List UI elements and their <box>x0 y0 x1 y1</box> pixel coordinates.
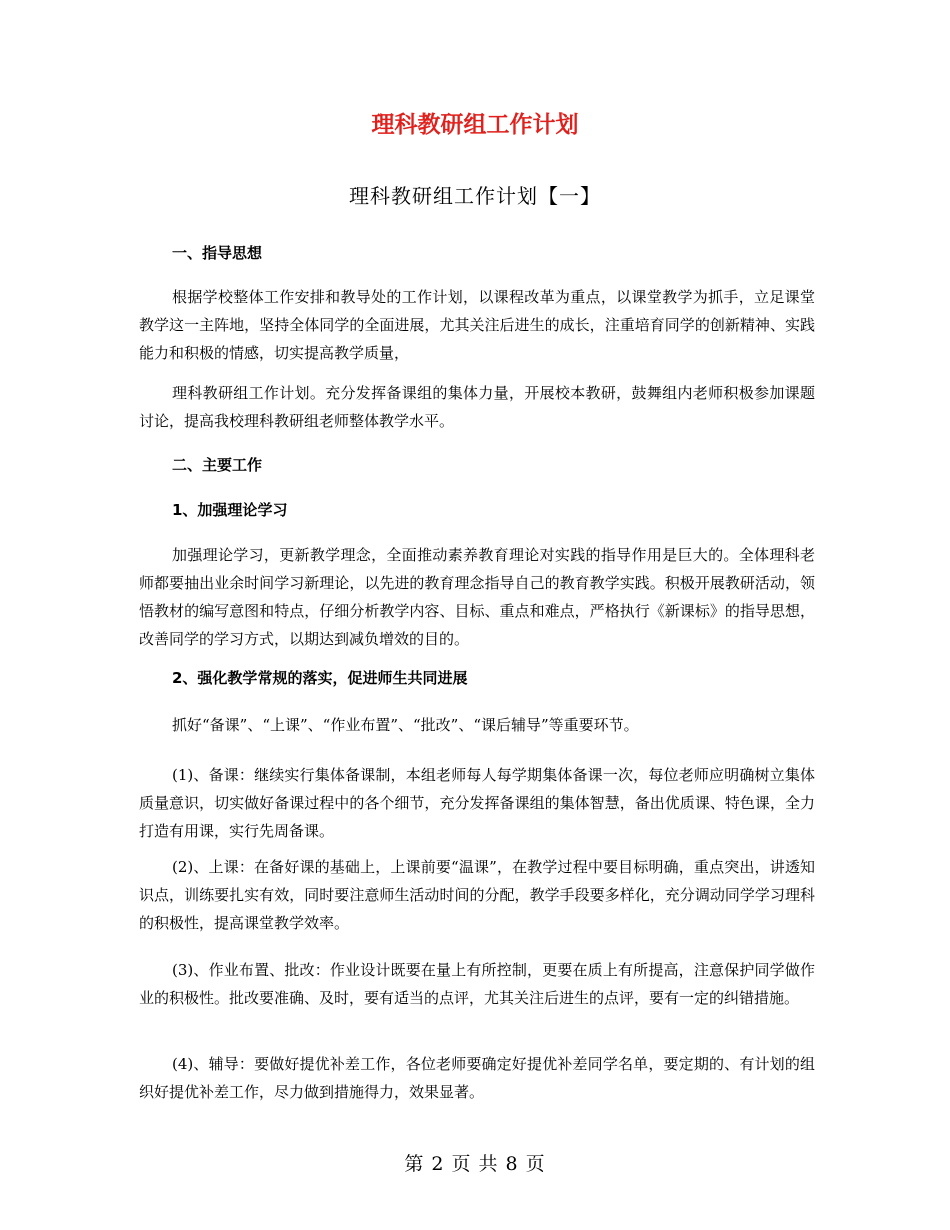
paragraph-teaching-research: 理科教研组工作计划。充分发挥备课组的集体力量，开展校本教研，鼓舞组内老师积极参加课题讨论，提高我校理科教研组老师整体教学水平。 <box>139 384 815 430</box>
subsection-heading-teaching-routine: 2、强化教学常规的落实，促进师生共同进展 <box>172 669 468 687</box>
document-title: 理科教研组工作计划 <box>371 112 579 138</box>
paragraph-homework: (3)、作业布置、批改：作业设计既要在量上有所控制，更要在质上有所提高，注意保护同学做作业的积极性。批改要准确、及时，要有适当的点评，尤其关注后进生的点评，要有一定的纠错措施。 <box>139 961 815 1007</box>
paragraph-theory-study: 加强理论学习，更新教学理念，全面推动素养教育理论对实践的指导作用是巨大的。全体理科老师都要抽出业余时间学习新理论，以先进的教育理念指导自己的教育教学实践。积极开展教研活动，领悟教材的编写意图和特点，仔细分析教学内容、目标、重点和难点，严格执行《新课标》的指导思想，改善同学的学习方式，以期达到减负增效的目的。 <box>139 546 815 648</box>
paragraph-key-links: 抓好“备课”、“上课”、“作业布置”、“批改”、“课后辅导”等重要环节。 <box>172 716 639 734</box>
paragraph-classroom-teaching: (2)、上课：在备好课的基础上，上课前要“温课”，在教学过程中要目标明确，重点突出，讲透知识点，训练要扎实有效，同时要注意师生活动时间的分配，教学手段要多样化，充分调动同学学习理科的积极性，提高课堂教学效率。 <box>139 858 815 932</box>
section-heading-main-work: 二、主要工作 <box>172 456 263 474</box>
paragraph-guiding-thought: 根据学校整体工作安排和教导处的工作计划，以课程改革为重点，以课堂教学为抓手，立足课堂教学这一主阵地，坚持全体同学的全面进展，尤其关注后进生的成长，注重培育同学的创新精神、实践能力和积极的情感，切实提高教学质量， <box>139 288 815 362</box>
section-heading-guiding-thought: 一、指导思想 <box>172 244 263 262</box>
subsection-heading-theory-study: 1、加强理论学习 <box>172 501 288 519</box>
paragraph-lesson-preparation: (1)、备课：继续实行集体备课制，本组老师每人每学期集体备课一次，每位老师应明确树立集体质量意识，切实做好备课过程中的各个细节，充分发挥备课组的集体智慧，备出优质课、特色课，全力打造有用课，实行先周备课。 <box>139 766 815 840</box>
page-number-footer: 第 2 页 共 8 页 <box>404 1153 546 1175</box>
document-subtitle: 理科教研组工作计划【一】 <box>349 184 601 208</box>
paragraph-tutoring: (4)、辅导：要做好提优补差工作，各位老师要确定好提优补差同学名单，要定期的、有计划的组织好提优补差工作，尽力做到措施得力，效果显著。 <box>139 1055 815 1101</box>
